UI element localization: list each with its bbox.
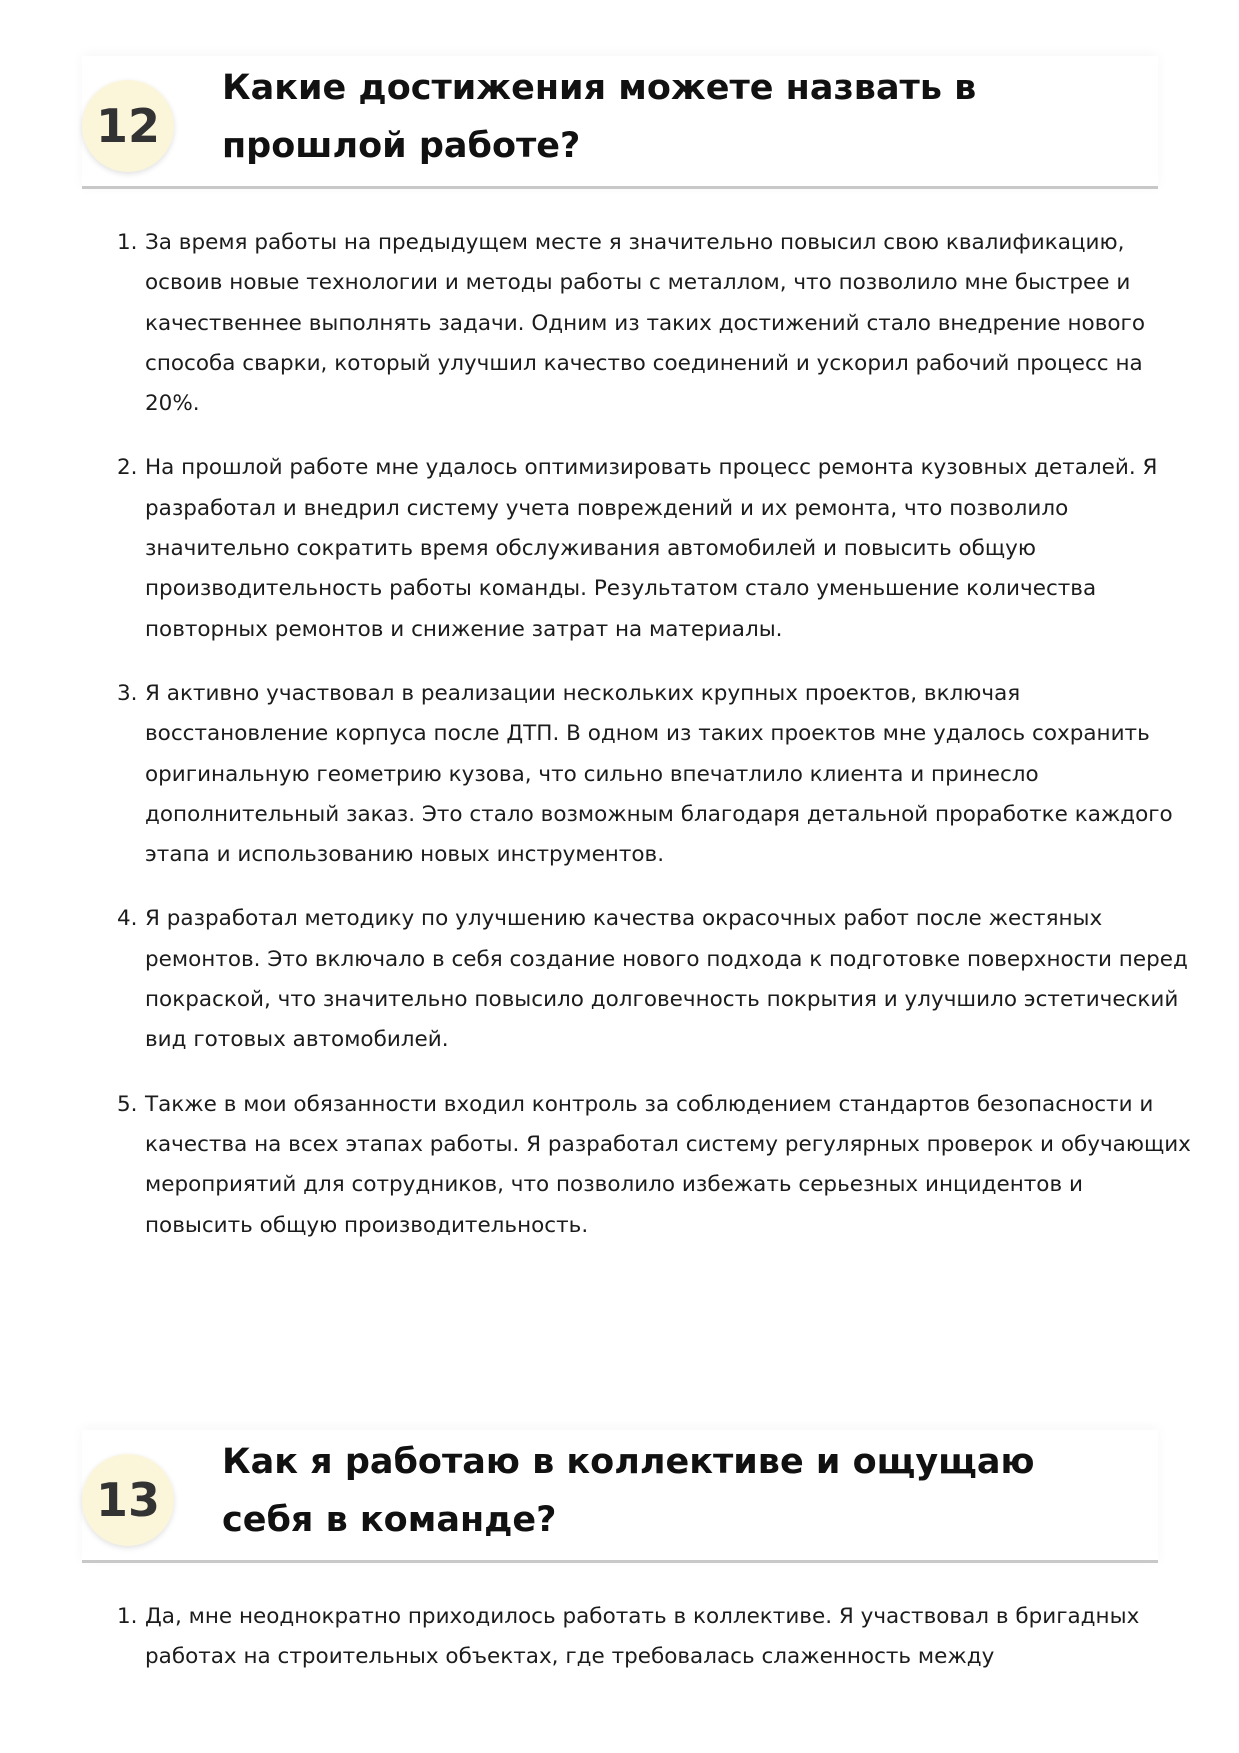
question-number-badge: 13 [82,1454,174,1546]
answer-text: Да, мне неоднократно приходилось работать в коллективе. Я участвовал в бригадных работах на строительных объектах, где требовалась слаженность между [145,1604,1140,1670]
question-section-13 [82,1430,1158,1702]
answer-text: Я разработал методику по улучшению качества окрасочных работ после жестяных ремонтов. Это включало в себя создание нового подхода к подготовке поверхности перед покраской, что значительно повысило долговечность покрытия и улучшило эстетический вид готовых автомобилей. [145,906,1188,1053]
question-section-12 [82,56,1191,1270]
answer-text: За время работы на предыдущем месте я значительно повысил свою квалификацию, освоив новые технологии и методы работы с металлом, что позволило мне быстрее и качественнее выполнять задачи. Одним из таких достижений стало внедрение нового способа сварки, который улучшил качество соединений и ускорил рабочий процесс на 20%. [145,230,1145,417]
question-title: Какие достижения можете назвать в прошлой работе? [222,68,977,166]
answer-item-5 [117,1085,1197,1246]
answer-text: Также в мои обязанности входил контроль за соблюдением стандартов безопасности и качества на всех этапах работы. Я разработал систему регулярных проверок и обучающих мероприятий для сотрудников, что позволило избежать серьезных инцидентов и повысить общую производительность. [145,1091,1191,1238]
list-marker: 1. [117,230,138,255]
question-header [82,1430,1158,1563]
answer-item-1 [117,223,1197,424]
question-number-badge: 12 [82,80,174,172]
list-marker: 2. [117,455,138,481]
answer-item-3 [117,674,1197,875]
answer-item-1 [117,1597,1197,1678]
list-marker: 3. [117,680,138,706]
answer-text: Я активно участвовал в реализации нескольких крупных проектов, включая восстановление корпуса после ДТП. В одном из таких проектов мне удалось сохранить оригинальную геометрию кузова, что сильно впечатлило клиента и принесло дополнительный заказ. Это стало возможным благодаря детальной проработке каждого этапа и использованию новых инструментов. [145,680,1173,868]
answer-item-2 [117,448,1197,649]
list-marker: 4. [117,906,138,932]
answer-list [117,1597,1197,1678]
answer-item-4 [117,899,1197,1060]
question-header [82,56,1158,189]
question-title: Как я работаю в коллективе и ощущаю себя в команде? [222,1442,1035,1540]
list-marker: 5. [117,1091,138,1117]
answer-text: На прошлой работе мне удалось оптимизировать процесс ремонта кузовных деталей. Я разработал и внедрил систему учета повреждений и их ремонта, что позволило значительно сократить время обслуживания автомобилей и повысить общую производительность работы команды. Результатом стало уменьшение количества повторных ремонтов и снижение затрат на материалы. [145,455,1158,642]
answer-list [117,223,1197,1246]
list-marker: 1. [117,1604,138,1629]
